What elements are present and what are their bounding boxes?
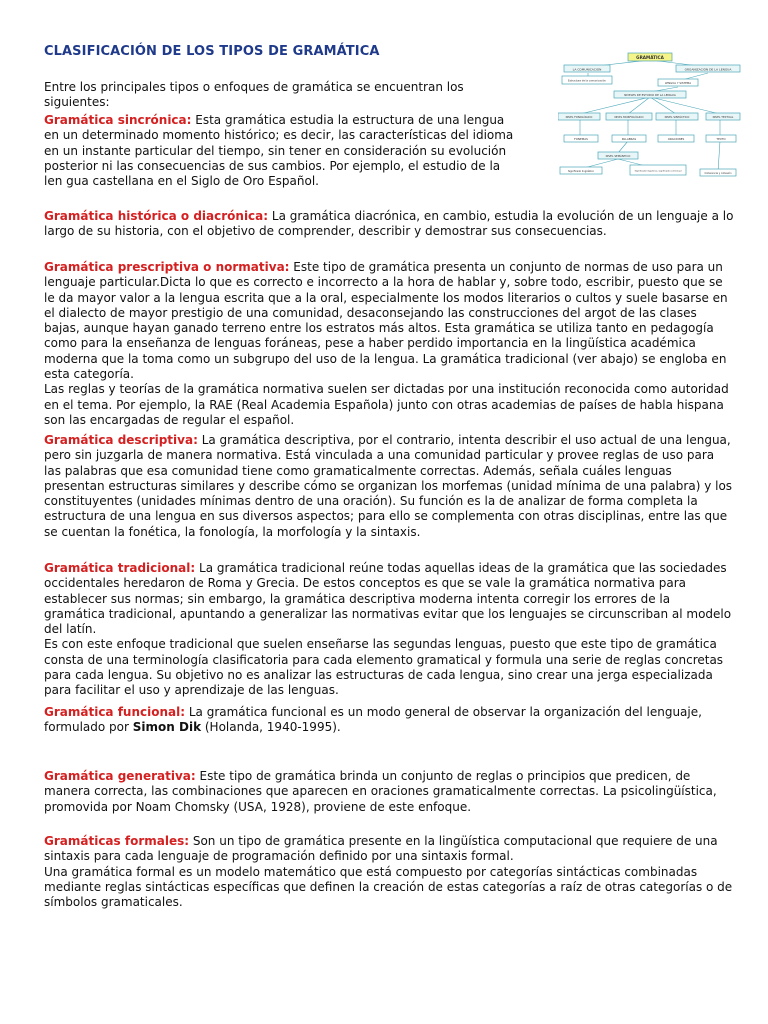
cmap-leaf-2: PALABRAS xyxy=(621,137,637,141)
cmap-bottom-mid: Significado lingüístico, significado contextual xyxy=(634,170,682,173)
cmap-leaf-4: TEXTO xyxy=(716,137,726,141)
cmap-level-4: NIVEL TEXTUAL xyxy=(712,115,734,119)
section-tradicional xyxy=(44,561,734,699)
cmap-branch-left: LA COMUNICACIÓN xyxy=(572,67,602,72)
section-term: Gramática histórica o diacrónica: xyxy=(44,209,269,223)
section-term: Gramática descriptiva: xyxy=(44,433,198,447)
section-term: Gramáticas formales: xyxy=(44,834,190,848)
cmap-branch-right: ORGANIZACIÓN DE LA LENGUA xyxy=(684,67,732,72)
section-paragraph xyxy=(44,260,734,382)
section-text: La gramática descriptiva, por el contrario, intenta describir el uso actual de una lengua, pero sin juzgarla de manera normativa. Está vinculada a una comunidad particular y provee reglas de uso para las palabras que esa comunidad tiene como gramaticalmente correctas. Además, señala cuáles lenguas presentan estructuras similares y describe cómo se organizan los morfemas (unidad mínima de una palabra) y los constituyentes (unidades mínimas dentro de una oración). Su función es la de analizar de forma completa la estructura de una lengua en sus diversos aspectos; para ello se complementa con otras disciplinas, entre las que se cuentan la fonética, la fonología, la morfología y la sintaxis. xyxy=(44,433,733,539)
document-title: CLASIFICACIÓN DE LOS TIPOS DE GRAMÁTICA xyxy=(44,44,380,59)
section-funcional xyxy=(44,705,734,736)
author-name: Simon Dik xyxy=(132,720,202,735)
section-paragraph xyxy=(44,769,734,815)
section-paragraph xyxy=(44,561,734,637)
section-text: La gramática tradicional reúne todas aquellas ideas de la gramática que las sociedades occidentales heredaron de Roma y Grecia. De estos conceptos es que se vale la gramática normativa para establecer sus normas; sin embargo, la gramática descriptiva moderna intenta corregir los errores de la gramática tradicional, apuntando a generalizar las normativas evitar que los lenguajes se circunscriban al modelo del latín. xyxy=(44,561,732,637)
section-generativa xyxy=(44,769,734,815)
cmap-root: GRAMÁTICA xyxy=(636,55,664,60)
section-formales xyxy=(44,834,734,910)
section-diacronica xyxy=(44,209,734,240)
cmap-middle: NIVELES DE ESTUDIO DE LA LENGUA xyxy=(624,93,676,97)
cmap-level-1: NIVEL FONOLÓGICO xyxy=(565,115,593,119)
section-text: Una gramática formal es un modelo matemático que está compuesto por categorías sintácticas combinadas mediante reglas sintácticas específicas que definen la creación de estas categorías a raíz de otras categorías o de símbolos gramaticales. xyxy=(44,864,733,910)
section-paragraph xyxy=(44,113,522,189)
section-text: Las reglas y teorías de la gramática normativa suelen ser dictadas por una institución reconocida como autoridad en el tema. Por ejemplo, la RAE (Real Academia Española) junto con otras academias de países de habla hispana son las encargadas de regular el español. xyxy=(44,382,729,427)
section-text: La gramática diacrónica, en cambio, estudia la evolución de un lenguaje a lo largo de su historia, con el objetivo de comprender, describir y demostrar sus consecuencias. xyxy=(44,209,734,239)
cmap-leaf-1: FONEMAS xyxy=(574,137,588,141)
section-term: Gramática sincrónica: xyxy=(44,113,192,127)
cmap-mid-left: Estructura de la comunicación xyxy=(567,79,607,83)
section-descriptiva xyxy=(44,433,734,540)
section-text: Este tipo de gramática brinda un conjunto de reglas o principios que predicen, de manera correcta, las combinaciones que aparecen en oraciones gramaticalmente correctas. La psicolingüística, promovida por Noam Chomsky (USA, 1928), proviene de este enfoque. xyxy=(44,769,717,814)
cmap-leaf-3: ORACIONES xyxy=(667,137,685,141)
cmap-bottom-left: Significado lingüístico xyxy=(567,170,595,173)
section-term: Gramática generativa: xyxy=(44,769,196,783)
cmap-level-2: NIVEL MORFOLÓGICO xyxy=(614,115,644,119)
section-paragraph xyxy=(44,433,734,540)
cmap-mid-right: LENGUA Y SISTEMA xyxy=(664,81,692,85)
section-text: Esta gramática estudia la estructura de una lengua en un determinado momento histórico; es decir, las características del idioma en un instante particular del tiempo, sin tener en consideración su evolución posterior ni las consecuencias de sus cambios. Por ejemplo, el estudio de la len gua castellana en el Siglo de Oro Español. xyxy=(44,113,514,189)
section-term: Gramática tradicional: xyxy=(44,561,196,575)
section-text: Es con este enfoque tradicional que suelen enseñarse las segundas lenguas, puesto que este tipo de gramática consta de una terminología clasificatoria para cada elemento gramatical y formula una serie de reglas concretas para cada lengua. Su objetivo no es analizar las estructuras de cada lengua, sino crear una jerga especializada para facilitar el uso y aprendizaje de las lenguas. xyxy=(44,637,724,698)
section-paragraph xyxy=(44,209,734,240)
intro-text: Entre los principales tipos o enfoques de gramática se encuentran los siguientes: xyxy=(44,80,464,109)
section-paragraph xyxy=(44,865,734,911)
section-paragraph xyxy=(44,382,734,428)
cmap-level-3: NIVEL SINTÁCTICO xyxy=(664,115,690,119)
section-normativa xyxy=(44,260,734,428)
section-paragraph xyxy=(44,834,734,865)
section-term: Gramática prescriptiva o normativa: xyxy=(44,260,290,274)
section-text: (Holanda, 1940-1995). xyxy=(201,720,341,735)
section-text: Son un tipo de gramática presente en la lingüística computacional que requiere de una sintaxis para cada lenguaje de programación definido por una sintaxis formal. xyxy=(44,834,718,864)
section-text: La gramática funcional es un modo general de observar la organización del lenguaje, formulado por xyxy=(44,705,702,735)
section-term: Gramática funcional: xyxy=(44,705,186,719)
section-sincronica xyxy=(44,113,522,189)
section-text: Este tipo de gramática presenta un conjunto de normas de uso para un lenguaje particular.Dicta lo que es correcto e incorrecto a la hora de hablar y, sobre todo, escribir, puesto que se le da mayor valor a la lengua escrita que a la oral, especialmente los modos literarios o cultos y suele basarse en el dialecto de mayor prestigio de una comunidad, desaconsejando las construcciones del argot de las clases bajas, aunque hayan ganado terreno entre los estratos más altos. Esta gramática se utiliza tanto en pedagogía como para la enseñanza de lenguas foráneas, pese a haber perdido importancia en la lingüística académica moderna que la toma como un subgrupo del uso de la lengua. La gramática tradicional (ver abajo) se engloba en esta categoría. xyxy=(44,260,728,382)
cmap-bottom-right: Coherencia y cohesión xyxy=(704,172,732,175)
section-paragraph xyxy=(44,637,734,698)
concept-map-diagram xyxy=(558,49,742,186)
section-paragraph xyxy=(44,705,734,736)
cmap-semantic: NIVEL SEMÁNTICO xyxy=(605,154,631,158)
concept-map-svg xyxy=(558,49,742,186)
